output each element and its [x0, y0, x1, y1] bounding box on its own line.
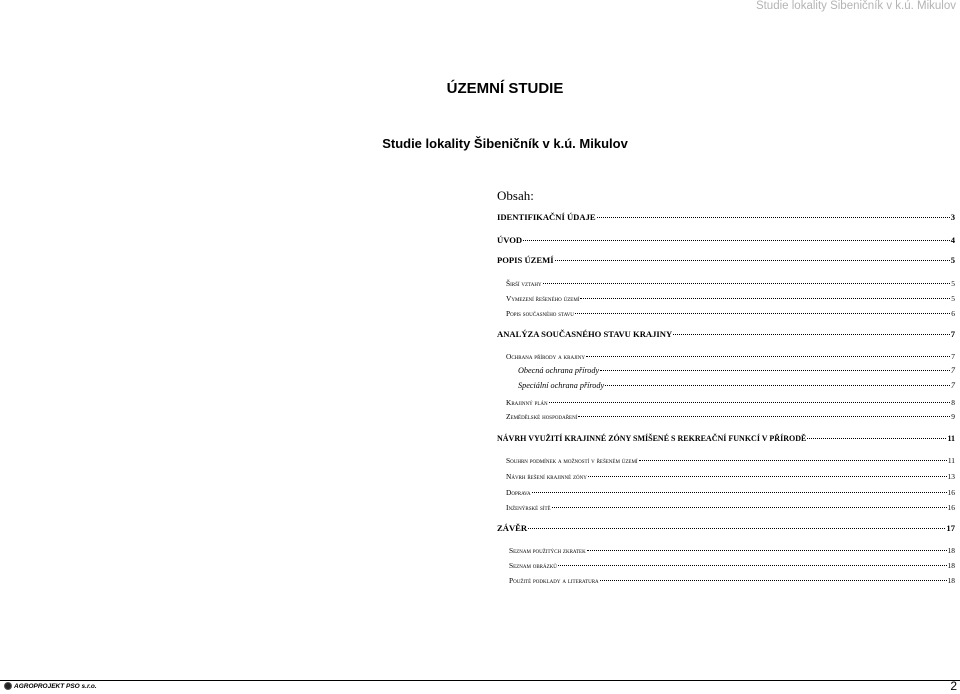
toc-leader — [543, 283, 951, 284]
toc-leader — [552, 507, 947, 508]
company-name: AGROPROJEKT PSO s.r.o. — [14, 682, 97, 690]
toc-leader — [532, 492, 947, 493]
toc-entry-label: Popis současného stavu — [506, 309, 574, 318]
toc-leader — [600, 580, 947, 581]
toc-entry[interactable] — [506, 352, 955, 361]
toc-entry[interactable] — [506, 398, 955, 407]
toc-entry-label: Návrh řešení krajinné zóny — [506, 472, 587, 481]
toc-leader — [639, 460, 947, 461]
document-subtitle: Studie lokality Šibeničník v k.ú. Mikulov — [382, 136, 628, 151]
toc-entry-label: Seznam použitých zkratek — [509, 546, 586, 555]
toc-entry-label: IDENTIFIKAČNÍ ÚDAJE — [497, 212, 596, 222]
toc-entry-label: Doprava — [506, 488, 531, 497]
toc-entry-page: 5 — [950, 255, 955, 265]
toc-leader — [558, 565, 947, 566]
toc-entry-page: 18 — [947, 561, 955, 570]
toc-leader — [549, 402, 951, 403]
toc-entry-page: 18 — [947, 546, 955, 555]
toc-entry[interactable] — [497, 235, 955, 245]
toc-entry-page: 17 — [946, 523, 955, 533]
toc-entry-page: 8 — [951, 398, 955, 407]
toc-entry[interactable] — [506, 472, 955, 481]
toc-entry-label: NÁVRH VYUŽITÍ KRAJINNÉ ZÓNY SMÍŠENÉ S REKREAČNÍ FUNKCÍ V PŘÍRODĚ — [497, 434, 807, 443]
toc-entry-page: 5 — [951, 294, 955, 303]
toc-entry-label: Vymezení řešeného území — [506, 294, 580, 303]
toc-entry[interactable] — [497, 434, 955, 443]
toc-leader — [600, 370, 950, 371]
toc-entry-page: 7 — [950, 381, 955, 390]
toc-leader — [523, 240, 950, 241]
toc-entry-page: 4 — [950, 235, 955, 245]
toc-entry[interactable] — [506, 488, 955, 497]
company-logo — [4, 682, 97, 690]
toc-leader — [597, 217, 950, 218]
toc-entry[interactable] — [509, 546, 955, 555]
toc-entry-page: 13 — [947, 472, 955, 481]
toc-entry-page: 7 — [950, 366, 955, 375]
toc-leader — [578, 416, 950, 417]
toc-entry-label: ZÁVĚR — [497, 523, 528, 533]
toc-heading: Obsah: — [497, 188, 534, 203]
toc-entry[interactable] — [506, 294, 955, 303]
toc-entry[interactable] — [509, 576, 955, 585]
toc-entry[interactable] — [497, 255, 955, 265]
toc-leader — [673, 334, 950, 335]
toc-entry-label: Inženýrské sítě — [506, 503, 551, 512]
toc-entry-page: 18 — [947, 576, 955, 585]
toc-entry-label: Širší vztahy — [506, 279, 542, 288]
toc-entry-page: 6 — [951, 309, 955, 318]
toc-entry[interactable] — [518, 381, 955, 390]
toc-entry-label: Krajinný plán — [506, 398, 548, 407]
toc-entry-label: Seznam obrázků — [509, 561, 557, 570]
page-number: 2 — [950, 679, 957, 693]
toc-leader — [528, 528, 945, 529]
toc-leader — [807, 438, 946, 439]
toc-entry-page: 11 — [947, 456, 955, 465]
toc-leader — [588, 476, 947, 477]
toc-entry-label: Zemědělské hospodaření — [506, 412, 578, 421]
toc-leader — [605, 385, 950, 386]
toc-entry[interactable] — [497, 212, 955, 222]
toc-entry[interactable] — [497, 523, 955, 533]
toc-entry[interactable] — [506, 279, 955, 288]
toc-entry-page: 16 — [947, 488, 955, 497]
toc-entry-page: 11 — [947, 434, 955, 443]
toc-entry-page: 9 — [951, 412, 955, 421]
toc-entry-page: 3 — [950, 212, 955, 222]
toc-entry-page: 7 — [950, 329, 955, 339]
toc-entry-page: 7 — [951, 352, 955, 361]
toc-leader — [580, 298, 950, 299]
toc-entry[interactable] — [506, 412, 955, 421]
toc-leader — [555, 260, 950, 261]
toc-entry-label: Obecná ochrana přírody — [518, 366, 600, 375]
toc-entry-label: ÚVOD — [497, 235, 523, 245]
toc-entry-page: 16 — [947, 503, 955, 512]
toc-entry-label: POPIS ÚZEMÍ — [497, 255, 554, 265]
toc-leader — [575, 313, 950, 314]
toc-entry-label: ANALÝZA SOUČASNÉHO STAVU KRAJINY — [497, 329, 673, 339]
globe-icon — [4, 682, 12, 690]
toc-leader — [587, 550, 947, 551]
toc-entry-page: 5 — [951, 279, 955, 288]
toc-entry[interactable] — [497, 329, 955, 339]
toc-entry[interactable] — [518, 366, 955, 375]
toc-entry[interactable] — [509, 561, 955, 570]
toc-entry-label: Souhrn podmínek a možností v řešeném území — [506, 456, 638, 465]
toc-entry-label: Ochrana přírody a krajiny — [506, 352, 585, 361]
footer-divider — [0, 680, 960, 681]
toc-entry[interactable] — [506, 456, 955, 465]
toc-entry[interactable] — [506, 503, 955, 512]
running-header: Studie lokality Šibeničník v k.ú. Mikulov — [755, 0, 956, 12]
toc-leader — [586, 356, 950, 357]
document-title: ÚZEMNÍ STUDIE — [446, 80, 564, 97]
toc-entry[interactable] — [506, 309, 955, 318]
toc-entry-label: Použité podklady a literatura — [509, 576, 599, 585]
toc-entry-label: Speciální ochrana přírody — [518, 381, 605, 390]
